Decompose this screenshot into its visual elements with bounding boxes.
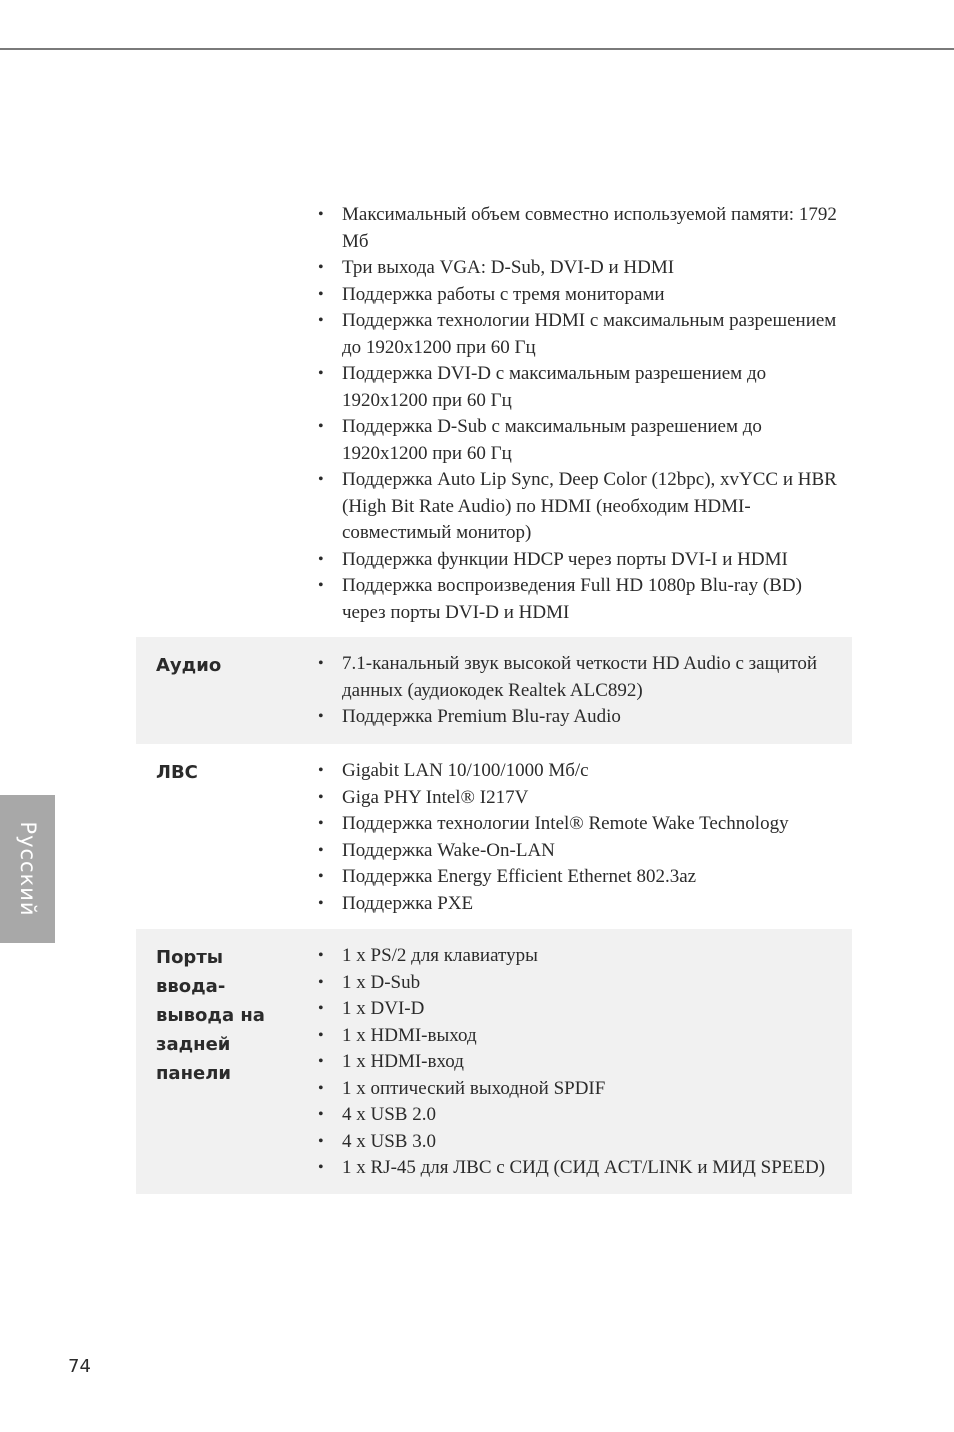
spec-item: • 1 x D-Sub — [316, 970, 846, 997]
audio-section — [136, 637, 852, 744]
audio-label: Аудио — [156, 655, 222, 676]
language-side-tab — [0, 795, 55, 943]
page-number: 74 — [68, 1356, 91, 1377]
spec-item: • Поддержка PXE — [316, 891, 846, 918]
spec-item: • 1 x RJ-45 для ЛВС с СИД (СИД ACT/LINK и МИД SPEED) — [316, 1155, 846, 1182]
spec-item: • 4 x USB 2.0 — [316, 1102, 846, 1129]
language-tab-label: Русский — [15, 821, 40, 917]
rear-io-label: Порты ввода-вывода на задней панели — [156, 947, 265, 1084]
lan-spec-list — [316, 758, 846, 917]
spec-item: • 1 x HDMI-вход — [316, 1049, 846, 1076]
spec-item: • Поддержка технологии Intel® Remote Wake Technology — [316, 811, 846, 838]
specifications-table — [136, 200, 852, 1194]
spec-item: • Поддержка технологии HDMI с максимальным разрешением до 1920x1200 при 60 Гц — [316, 308, 846, 361]
spec-item: • Поддержка Auto Lip Sync, Deep Color (12bpc), xvYCC и HBR (High Bit Rate Audio) по HDMI (необходим HDMI-совместимый монитор) — [316, 467, 846, 547]
spec-item: • Поддержка Premium Blu-ray Audio — [316, 704, 846, 731]
rear-io-spec-list — [316, 943, 846, 1182]
spec-item: • Giga PHY Intel® I217V — [316, 785, 846, 812]
spec-item: • Поддержка Energy Efficient Ethernet 802.3az — [316, 864, 846, 891]
spec-item: • 1 x оптический выходной SPDIF — [316, 1076, 846, 1103]
spec-item: • 7.1-канальный звук высокой четкости HD Audio с защитой данных (аудиокодек Realtek ALC892) — [316, 651, 846, 704]
spec-item: • 1 x PS/2 для клавиатуры — [316, 943, 846, 970]
spec-item: • 4 x USB 3.0 — [316, 1129, 846, 1156]
spec-item: • Поддержка D-Sub с максимальным разрешением до 1920x1200 при 60 Гц — [316, 414, 846, 467]
spec-item: • Поддержка воспроизведения Full HD 1080p Blu-ray (BD) через порты DVI-D и HDMI — [316, 573, 846, 626]
spec-item: • Поддержка работы с тремя мониторами — [316, 282, 846, 309]
graphics-spec-list — [316, 202, 846, 626]
spec-item: • 1 x DVI-D — [316, 996, 846, 1023]
graphics-section — [136, 200, 852, 637]
spec-item: • Три выхода VGA: D-Sub, DVI-D и HDMI — [316, 255, 846, 282]
spec-item: • Поддержка Wake-On-LAN — [316, 838, 846, 865]
spec-item: • Максимальный объем совместно используемой памяти: 1792 Мб — [316, 202, 846, 255]
spec-item: • Поддержка DVI-D с максимальным разрешением до 1920x1200 при 60 Гц — [316, 361, 846, 414]
header-rule — [0, 48, 954, 50]
spec-item: • Gigabit LAN 10/100/1000 Мб/с — [316, 758, 846, 785]
lan-section — [136, 744, 852, 929]
spec-item: • 1 x HDMI-выход — [316, 1023, 846, 1050]
spec-item: • Поддержка функции HDCP через порты DVI-I и HDMI — [316, 547, 846, 574]
rear-io-section — [136, 929, 852, 1194]
audio-spec-list — [316, 651, 846, 731]
lan-label: ЛВС — [156, 762, 198, 783]
